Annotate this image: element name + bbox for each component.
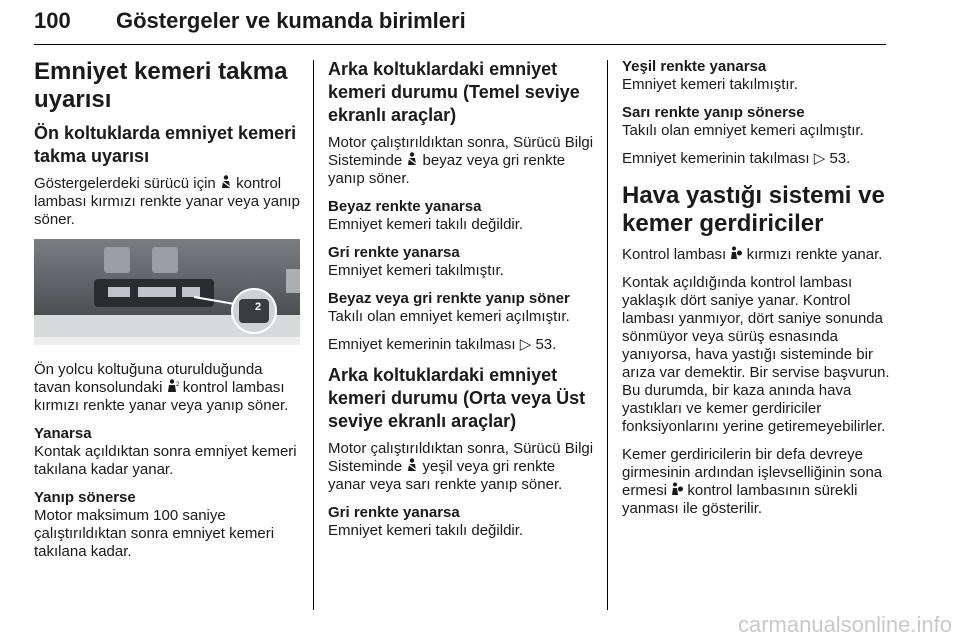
column-2 [328,58,596,550]
term-heading: Yeşil renkte yanarsa [622,58,767,75]
paragraph: Emniyet kemeri takılı değildir. [328,522,524,539]
paragraph: Emniyet kemerinin takılması ▷ 53. [328,336,557,353]
paragraph: Kemer gerdiricilerin bir defa devreye girmesinin ardından işlevselliğinin sona ermesi kontrol lambasının sürekli yanması ile gösterilir. [622,446,883,517]
paragraph: Göstergelerdeki sürücü için kontrol lambası kırmızı renkte yanar veya yanıp söner. [34,175,300,228]
paragraph: Ön yolcu koltuğuna oturulduğunda tavan konsolundaki 2 kontrol lambası kırmızı renkte yanar veya yanıp söner. [34,361,289,414]
chapter-title: Göstergeler ve kumanda birimleri [116,8,466,33]
term-heading: Yanarsa [34,425,92,442]
page-ref-arrow-icon: ▷ [519,336,532,353]
overhead-console-photo [34,239,300,345]
subsection-heading: Ön koltuklarda emniyet kemeri takma uyarısı [34,123,297,166]
paragraph: Emniyet kemeri takılı değildir. [328,216,524,233]
paragraph: Emniyet kemerinin takılması ▷ 53. [622,150,851,167]
section-heading: Hava yastığı sistemi ve kemer gerdiriciler [622,182,885,237]
svg-text:2: 2 [175,382,179,388]
paragraph: Takılı olan emniyet kemeri açılmıştır. [328,308,570,325]
column-3 [622,58,890,528]
seatbelt-icon [406,152,418,167]
subsection-heading: Arka koltuklardaki emniyet kemeri durumu (Temel seviye ekranlı araçlar) [328,59,580,125]
page-reference[interactable]: 53. [829,150,851,167]
paragraph: Takılı olan emniyet kemeri açılmıştır. [622,122,864,139]
airbag-icon [671,482,683,497]
column-divider [313,60,314,610]
paragraph: Kontak açıldığında kontrol lambası yaklaşık dört saniye yanar. Kontrol lambası yanmıyor, dört saniye sonunda sönmüyor veya sürüş esnasında yanıyorsa, hava yastığı sisteminde bir arıza var demektir. Bir servise başvurun. Bu durumda, bir kaza anında hava yastıkları ve kemer gerdiriciler fonksiyonlarını yerine getiremeyebilirler. [622,274,890,435]
paragraph: Emniyet kemeri takılmıştır. [328,262,504,279]
subsection-heading: Arka koltuklardaki emniyet kemeri durumu (Orta veya Üst seviye ekranlı araçlar) [328,365,586,431]
paragraph: Motor çalıştırıldıktan sonra, Sürücü Bilgi Sisteminde beyaz veya gri renkte yanıp söner. [328,134,594,187]
paragraph: Motor çalıştırıldıktan sonra, Sürücü Bilgi Sisteminde yeşil veya gri renkte yanar veya sarı renkte yanıp söner. [328,440,594,493]
term-heading: Gri renkte yanarsa [328,244,460,261]
term-heading: Beyaz renkte yanarsa [328,198,482,215]
seatbelt-icon [220,175,232,190]
column-1 [34,58,300,571]
paragraph: Motor maksimum 100 saniye çalıştırıldıktan sonra emniyet kemeri takılana kadar. [34,507,275,560]
term-heading: Sarı renkte yanıp sönerse [622,104,805,121]
column-divider [607,60,608,610]
overhead-console-illustration [34,239,300,345]
term-heading: Gri renkte yanarsa [328,504,460,521]
photo-badge: 2 [255,301,262,313]
paragraph: Kontrol lambası kırmızı renkte yanar. [622,246,883,263]
paragraph: Emniyet kemeri takılmıştır. [622,76,798,93]
watermark: carmanualsonline.info [737,612,952,637]
seatbelt-passenger-icon [167,379,179,394]
paragraph: Kontak açıldıktan sonra emniyet kemeri takılana kadar yanar. [34,443,297,478]
seatbelt-icon [406,458,418,473]
page-number: 100 [34,8,71,33]
section-heading: Emniyet kemeri takma uyarısı [34,58,288,113]
page-header [34,6,886,44]
airbag-icon [730,246,742,261]
page-reference[interactable]: 53. [535,336,557,353]
term-heading: Beyaz veya gri renkte yanıp söner [328,290,570,307]
term-heading: Yanıp sönerse [34,489,136,506]
page-ref-arrow-icon: ▷ [813,150,826,167]
header-rule [34,44,886,45]
